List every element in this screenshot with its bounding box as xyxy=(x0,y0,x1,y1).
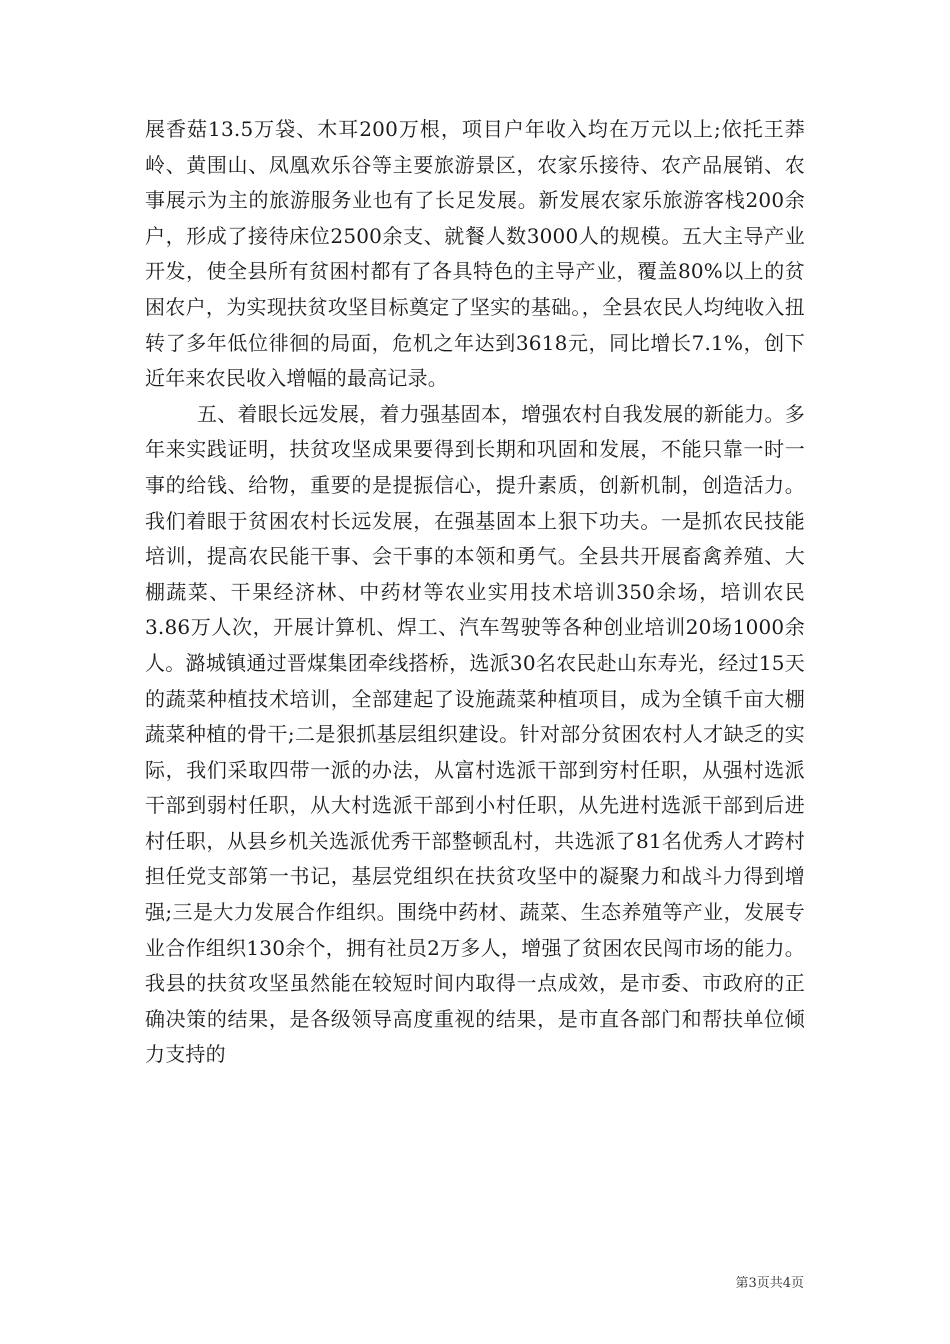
document-body xyxy=(145,112,805,1073)
paragraph-industry-results: 展香菇13.5万袋、木耳200万根，项目户年收入均在万元以上;依托王莽岭、黄围山、凤凰欢乐谷等主要旅游景区，农家乐接待、农产品展销、农事展示为主的旅游服务业也有了长足发展。新发展农家乐旅游客栈200余户，形成了接待床位2500余支、就餐人数3000人的规模。五大主导产业开发，使全县所有贫困村都有了各具特色的主导产业，覆盖80%以上的贫困农户，为实现扶贫攻坚目标奠定了坚实的基础。，全县农民人均纯收入扭转了多年低位徘徊的局面，危机之年达到3618元，同比增长7.1%，创下近年来农民收入增幅的最高记录。 xyxy=(145,117,805,391)
paragraph-long-term-development: 五、着眼长远发展，着力强基固本，增强农村自我发展的新能力。多年来实践证明，扶贫攻坚成果要得到长期和巩固和发展，不能只靠一时一事的给钱、给物，重要的是提振信心，提升素质，创新机制，创造活力。我们着眼于贫困农村长远发展，在强基固本上狠下功夫。一是抓农民技能培训，提高农民能干事、会干事的本领和勇气。全县共开展畜禽养殖、大棚蔬菜、干果经济林、中药材等农业实用技术培训350余场，培训农民3.86万人次，开展计算机、焊工、汽车驾驶等各种创业培训20场1000余人。潞城镇通过晋煤集团牵线搭桥，选派30名农民赴山东寿光，经过15天的蔬菜种植技术培训，全部建起了设施蔬菜种植项目，成为全镇千亩大棚蔬菜种植的骨干;二是狠抓基层组织建设。针对部分贫困农村人才缺乏的实际，我们采取四带一派的办法，从富村选派干部到穷村任职，从强村选派干部到弱村任职，从大村选派干部到小村任职，从先进村选派干部到后进村任职，从县乡机关选派优秀干部整顿乱村，共选派了81名优秀人才跨村担任党支部第一书记，基层党组织在扶贫攻坚中的凝聚力和战斗力得到增强;三是大力发展合作组织。围绕中药材、蔬菜、生态养殖等产业，发展专业合作组织130余个，拥有社员2万多人，增强了贫困农民闯市场的能力。我县的扶贫攻坚虽然能在较短时间内取得一点成效，是市委、市政府的正确决策的结果，是各级领导高度重视的结果，是市直各部门和帮扶单位倾力支持的 xyxy=(145,401,805,1067)
page-number: 第3页共4页 xyxy=(735,1276,804,1291)
